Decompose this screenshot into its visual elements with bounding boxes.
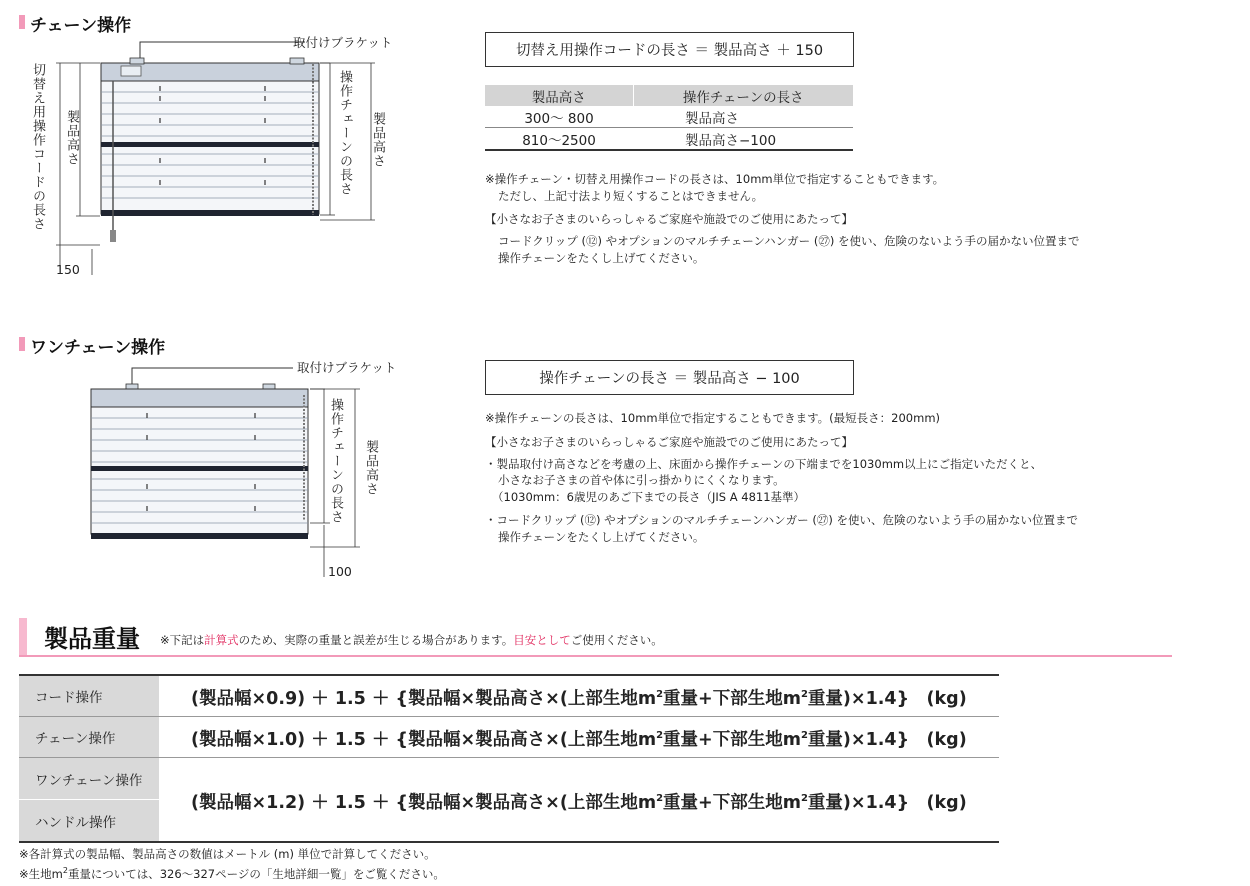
weight-formula: (製品幅×0.9) ＋ 1.5 ＋ {製品幅×製品高さ×(上部生地$m^2$重量+下部生地$m^2$重量)×1.4} (kg) bbox=[191, 689, 967, 709]
table-row: ワンチェーン操作 ハンドル操作 (製品幅×1.2) ＋ 1.5 ＋ {製品幅×製品高さ×(上部生地$m^2$重量+下部生地$m^2$重量)×1.4} (kg) bbox=[19, 758, 999, 841]
chain-note-2: ただし、上記寸法より短くすることはできません。 bbox=[498, 189, 764, 203]
onechain-note-3: ・製品取付け高さなどを考慮の上、床面から操作チェーンの下端までを1030mm以上にご指定いただくと、 bbox=[485, 457, 1043, 471]
onechain-note-4: 小さなお子さまの首や体に引っ掛かりにくくなります。 bbox=[498, 473, 785, 487]
section-marker bbox=[19, 337, 25, 351]
table-header: 製品高さ bbox=[485, 85, 633, 106]
chain-note-4: コードクリップ (⑫) やオプションのマルチチェーンハンガー (㉗) を使い、危険のないよう手の届かない位置まで bbox=[498, 234, 1080, 248]
weight-section-marker bbox=[19, 618, 27, 656]
onechain-length-label: 操作チェーンの長さ bbox=[328, 398, 343, 524]
weight-note-highlight: 計算式 bbox=[204, 633, 239, 647]
chain-formula-box: 切替え用操作コードの長さ ＝ 製品高さ ＋ 150 bbox=[485, 32, 854, 67]
onechain-note-1: ※操作チェーンの長さは、10mm単位で指定することもできます。(最短長さ：200mm) bbox=[485, 411, 941, 425]
bracket-label-chain: 取付けブラケット bbox=[293, 35, 393, 50]
onechain-note-7: 操作チェーンをたくし上げてください。 bbox=[498, 530, 705, 544]
section-title-chain: チェーン操作 bbox=[30, 16, 132, 36]
onechain-product-height-label: 製品高さ bbox=[363, 440, 378, 496]
weight-section-underline bbox=[19, 655, 1172, 657]
product-height-label-outer: 製品高さ bbox=[370, 112, 385, 168]
weight-footnote-2: ※生地$m^2$重量については、326～327ページの「生地詳細一覧」をご覧ください。 bbox=[19, 866, 445, 881]
onechain-note-5: （1030mm：6歳児のあご下までの長さ（JIS A 4811基準） bbox=[492, 490, 806, 504]
table-row: 810～2500 製品高さ−100 bbox=[485, 128, 853, 151]
onechain-note-6: ・コードクリップ (⑫) やオプションのマルチチェーンハンガー (㉗) を使い、危険のないよう手の届かない位置まで bbox=[485, 513, 1078, 527]
chain-note-1: ※操作チェーン・切替え用操作コードの長さは、10mm単位で指定することもできます。 bbox=[485, 172, 945, 186]
weight-note-highlight: 目安として bbox=[513, 633, 571, 647]
switch-cord-length-label: 切替え用操作コードの長さ bbox=[30, 63, 45, 231]
chain-length-table bbox=[485, 85, 853, 151]
weight-formula: (製品幅×1.2) ＋ 1.5 ＋ {製品幅×製品高さ×(上部生地$m^2$重量+下部生地$m^2$重量)×1.4} (kg) bbox=[191, 793, 967, 813]
weight-footnote-1: ※各計算式の製品幅、製品高さの数値はメートル (m) 単位で計算してください。 bbox=[19, 847, 436, 861]
table-row: 300～ 800 製品高さ bbox=[485, 106, 853, 128]
table-header: 操作チェーンの長さ bbox=[633, 85, 853, 106]
chain-note-3: 【小さなお子さまのいらっしゃるご家庭や施設でのご使用にあたって】 bbox=[485, 212, 853, 226]
weight-formula: (製品幅×1.0) ＋ 1.5 ＋ {製品幅×製品高さ×(上部生地$m^2$重量+下部生地$m^2$重量)×1.4} (kg) bbox=[191, 730, 967, 750]
dimension-150: 150 bbox=[56, 262, 80, 277]
table-row: コード操作 (製品幅×0.9) ＋ 1.5 ＋ {製品幅×製品高さ×(上部生地$m^2$重量+下部生地$m^2$重量)×1.4} (kg) bbox=[19, 676, 999, 716]
onechain-formula-box: 操作チェーンの長さ ＝ 製品高さ − 100 bbox=[485, 360, 854, 395]
chain-length-label: 操作チェーンの長さ bbox=[337, 70, 352, 196]
onechain-note-2: 【小さなお子さまのいらっしゃるご家庭や施設でのご使用にあたって】 bbox=[485, 435, 853, 449]
bracket-label-onechain: 取付けブラケット bbox=[297, 360, 397, 375]
product-height-label-inner: 製品高さ bbox=[64, 110, 79, 166]
chain-note-5: 操作チェーンをたくし上げてください。 bbox=[498, 251, 705, 265]
weight-table-bottom-border bbox=[19, 841, 999, 843]
table-row: チェーン操作 (製品幅×1.0) ＋ 1.5 ＋ {製品幅×製品高さ×(上部生地$m^2$重量+下部生地$m^2$重量)×1.4} (kg) bbox=[19, 717, 999, 757]
dimension-100: 100 bbox=[328, 564, 352, 579]
weight-note: ※下記は計算式のため、実際の重量と誤差が生じる場合があります。目安としてご使用ください。 bbox=[160, 633, 663, 647]
section-title-onechain: ワンチェーン操作 bbox=[30, 338, 166, 358]
weight-title: 製品重量 bbox=[44, 625, 140, 653]
section-marker bbox=[19, 15, 25, 29]
